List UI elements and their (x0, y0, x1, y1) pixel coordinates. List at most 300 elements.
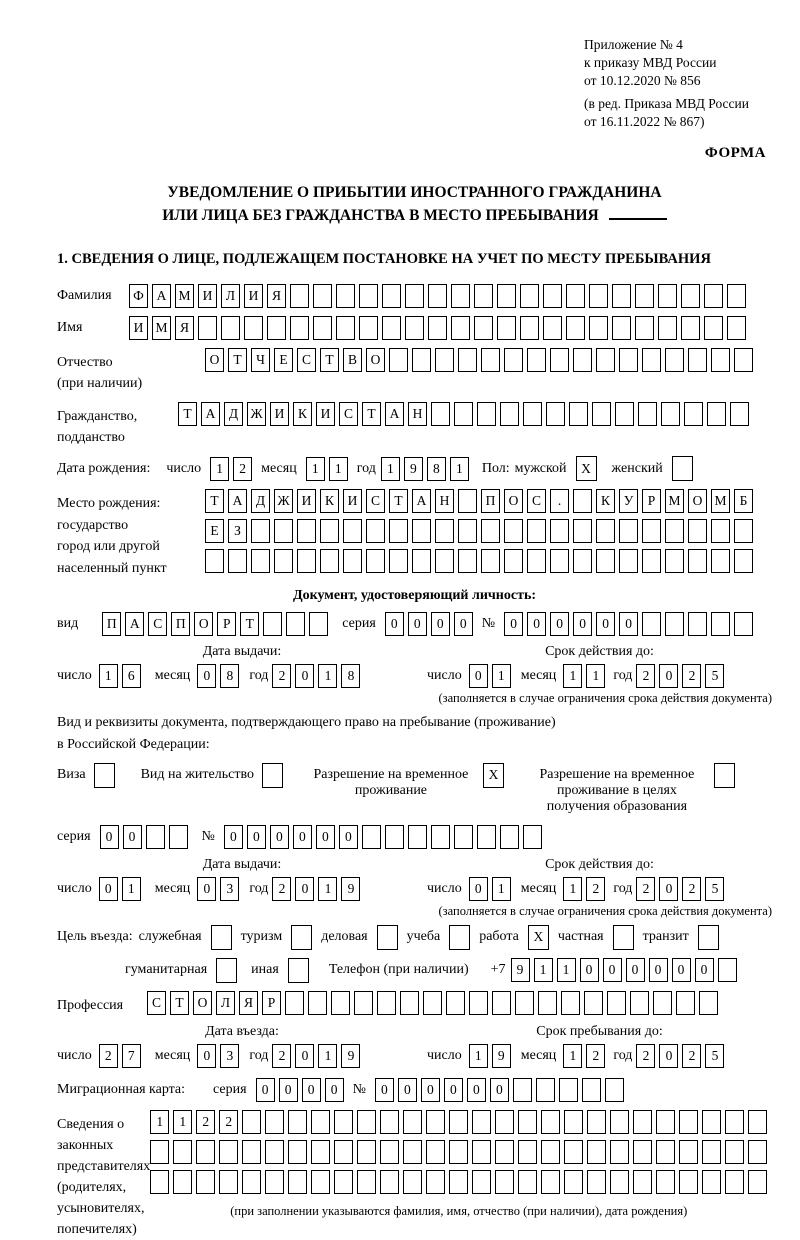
char-cell[interactable] (633, 1110, 652, 1134)
char-cell[interactable] (564, 1140, 583, 1164)
char-cell[interactable] (635, 316, 654, 340)
char-cell[interactable]: 0 (293, 825, 312, 849)
char-cell[interactable] (380, 1110, 399, 1134)
char-cell[interactable]: 2 (636, 877, 655, 901)
char-cell[interactable] (198, 316, 217, 340)
char-cell[interactable] (265, 1170, 284, 1194)
char-cell[interactable]: 0 (659, 1044, 678, 1068)
char-cell[interactable]: 0 (421, 1078, 440, 1102)
char-cell[interactable] (725, 1170, 744, 1194)
char-cell[interactable]: Р (262, 991, 281, 1015)
char-cell[interactable]: П (171, 612, 190, 636)
char-cell[interactable]: Я (267, 284, 286, 308)
char-cell[interactable]: 2 (272, 877, 291, 901)
char-cell[interactable] (290, 284, 309, 308)
char-cell[interactable] (495, 1170, 514, 1194)
char-cell[interactable] (451, 316, 470, 340)
char-cell[interactable] (550, 519, 569, 543)
char-cell[interactable] (543, 316, 562, 340)
char-cell[interactable]: 9 (511, 958, 530, 982)
char-cell[interactable] (403, 1140, 422, 1164)
char-cell[interactable] (412, 549, 431, 573)
char-cell[interactable]: А (228, 489, 247, 513)
char-cell[interactable] (679, 1170, 698, 1194)
char-cell[interactable] (354, 991, 373, 1015)
char-cell[interactable] (400, 991, 419, 1015)
char-cell[interactable] (288, 1140, 307, 1164)
char-cell[interactable] (242, 1110, 261, 1134)
char-cell[interactable] (290, 316, 309, 340)
char-cell[interactable]: К (320, 489, 339, 513)
char-cell[interactable]: И (129, 316, 148, 340)
char-cell[interactable] (546, 402, 565, 426)
char-cell[interactable]: 0 (672, 958, 691, 982)
char-cell[interactable] (615, 402, 634, 426)
char-cell[interactable]: 2 (233, 457, 252, 481)
char-cell[interactable]: И (244, 284, 263, 308)
char-cell[interactable]: 2 (99, 1044, 118, 1068)
char-cell[interactable] (658, 316, 677, 340)
char-cell[interactable]: 5 (705, 664, 724, 688)
char-cell[interactable] (403, 1110, 422, 1134)
char-cell[interactable] (704, 316, 723, 340)
char-cell[interactable] (449, 1170, 468, 1194)
char-cell[interactable] (382, 316, 401, 340)
char-cell[interactable] (596, 348, 615, 372)
char-cell[interactable]: К (293, 402, 312, 426)
char-cell[interactable] (334, 1110, 353, 1134)
char-cell[interactable]: О (205, 348, 224, 372)
char-cell[interactable] (472, 1140, 491, 1164)
char-cell[interactable] (458, 549, 477, 573)
char-cell[interactable] (635, 284, 654, 308)
char-cell[interactable]: 8 (220, 664, 239, 688)
char-cell[interactable] (676, 991, 695, 1015)
char-cell[interactable] (309, 612, 328, 636)
char-cell[interactable] (665, 612, 684, 636)
purpose-other-checkbox[interactable] (288, 958, 309, 983)
char-cell[interactable]: 0 (573, 612, 592, 636)
char-cell[interactable] (377, 991, 396, 1015)
char-cell[interactable]: Я (175, 316, 194, 340)
char-cell[interactable]: 0 (295, 664, 314, 688)
char-cell[interactable]: 0 (527, 612, 546, 636)
char-cell[interactable]: 0 (469, 664, 488, 688)
char-cell[interactable] (228, 549, 247, 573)
char-cell[interactable] (343, 519, 362, 543)
char-cell[interactable] (288, 1110, 307, 1134)
char-cell[interactable] (385, 825, 404, 849)
char-cell[interactable] (263, 612, 282, 636)
char-cell[interactable]: Т (178, 402, 197, 426)
char-cell[interactable] (596, 549, 615, 573)
char-cell[interactable] (536, 1078, 555, 1102)
char-cell[interactable] (359, 284, 378, 308)
char-cell[interactable] (288, 1170, 307, 1194)
char-cell[interactable] (481, 519, 500, 543)
char-cell[interactable]: 2 (586, 1044, 605, 1068)
char-cell[interactable]: Д (224, 402, 243, 426)
char-cell[interactable] (711, 612, 730, 636)
char-cell[interactable] (244, 316, 263, 340)
char-cell[interactable] (656, 1110, 675, 1134)
char-cell[interactable]: 9 (492, 1044, 511, 1068)
char-cell[interactable]: М (665, 489, 684, 513)
char-cell[interactable]: О (504, 489, 523, 513)
char-cell[interactable] (497, 316, 516, 340)
char-cell[interactable] (454, 402, 473, 426)
char-cell[interactable]: 5 (705, 877, 724, 901)
char-cell[interactable]: 8 (427, 457, 446, 481)
char-cell[interactable]: 1 (534, 958, 553, 982)
char-cell[interactable]: З (228, 519, 247, 543)
char-cell[interactable]: 0 (279, 1078, 298, 1102)
temp-residence-education-checkbox[interactable] (714, 763, 735, 788)
char-cell[interactable]: 0 (295, 877, 314, 901)
char-cell[interactable]: 0 (100, 825, 119, 849)
char-cell[interactable] (435, 549, 454, 573)
char-cell[interactable] (688, 612, 707, 636)
char-cell[interactable] (642, 612, 661, 636)
char-cell[interactable] (727, 316, 746, 340)
char-cell[interactable]: Е (205, 519, 224, 543)
char-cell[interactable]: 9 (404, 457, 423, 481)
char-cell[interactable] (587, 1110, 606, 1134)
char-cell[interactable] (481, 549, 500, 573)
char-cell[interactable] (518, 1140, 537, 1164)
char-cell[interactable] (205, 549, 224, 573)
char-cell[interactable] (265, 1140, 284, 1164)
char-cell[interactable] (681, 316, 700, 340)
char-cell[interactable]: 0 (295, 1044, 314, 1068)
char-cell[interactable] (610, 1140, 629, 1164)
char-cell[interactable] (150, 1140, 169, 1164)
char-cell[interactable]: И (343, 489, 362, 513)
char-cell[interactable]: 1 (492, 877, 511, 901)
char-cell[interactable] (589, 284, 608, 308)
char-cell[interactable] (311, 1170, 330, 1194)
char-cell[interactable]: 0 (504, 612, 523, 636)
char-cell[interactable]: 0 (659, 877, 678, 901)
char-cell[interactable] (412, 519, 431, 543)
char-cell[interactable] (474, 316, 493, 340)
char-cell[interactable] (423, 991, 442, 1015)
char-cell[interactable] (497, 284, 516, 308)
char-cell[interactable] (638, 402, 657, 426)
char-cell[interactable] (543, 284, 562, 308)
char-cell[interactable]: 2 (272, 1044, 291, 1068)
char-cell[interactable] (500, 825, 519, 849)
char-cell[interactable] (504, 348, 523, 372)
char-cell[interactable]: С (527, 489, 546, 513)
char-cell[interactable]: Т (362, 402, 381, 426)
char-cell[interactable]: 0 (467, 1078, 486, 1102)
char-cell[interactable]: 1 (318, 1044, 337, 1068)
char-cell[interactable] (408, 825, 427, 849)
char-cell[interactable] (336, 284, 355, 308)
char-cell[interactable] (642, 348, 661, 372)
char-cell[interactable]: А (152, 284, 171, 308)
char-cell[interactable] (550, 549, 569, 573)
char-cell[interactable] (403, 1170, 422, 1194)
char-cell[interactable] (704, 284, 723, 308)
char-cell[interactable] (527, 549, 546, 573)
male-checkbox[interactable]: X (576, 456, 597, 481)
char-cell[interactable]: И (270, 402, 289, 426)
char-cell[interactable] (454, 825, 473, 849)
char-cell[interactable] (251, 549, 270, 573)
char-cell[interactable]: 6 (122, 664, 141, 688)
char-cell[interactable]: Т (170, 991, 189, 1015)
char-cell[interactable]: 2 (586, 877, 605, 901)
char-cell[interactable]: 2 (682, 877, 701, 901)
char-cell[interactable] (734, 612, 753, 636)
char-cell[interactable]: П (102, 612, 121, 636)
char-cell[interactable] (711, 519, 730, 543)
char-cell[interactable] (405, 284, 424, 308)
char-cell[interactable] (518, 1170, 537, 1194)
char-cell[interactable] (541, 1140, 560, 1164)
char-cell[interactable] (242, 1140, 261, 1164)
char-cell[interactable] (619, 348, 638, 372)
char-cell[interactable] (219, 1140, 238, 1164)
char-cell[interactable] (431, 825, 450, 849)
char-cell[interactable] (619, 519, 638, 543)
char-cell[interactable] (331, 991, 350, 1015)
char-cell[interactable] (500, 402, 519, 426)
char-cell[interactable] (474, 284, 493, 308)
char-cell[interactable]: 1 (563, 1044, 582, 1068)
char-cell[interactable] (656, 1170, 675, 1194)
char-cell[interactable]: 8 (341, 664, 360, 688)
char-cell[interactable] (520, 316, 539, 340)
char-cell[interactable] (451, 284, 470, 308)
char-cell[interactable] (357, 1140, 376, 1164)
char-cell[interactable]: 0 (247, 825, 266, 849)
char-cell[interactable] (592, 402, 611, 426)
char-cell[interactable] (504, 519, 523, 543)
char-cell[interactable]: А (385, 402, 404, 426)
char-cell[interactable] (336, 316, 355, 340)
char-cell[interactable] (495, 1140, 514, 1164)
char-cell[interactable] (472, 1110, 491, 1134)
char-cell[interactable]: А (412, 489, 431, 513)
char-cell[interactable]: К (596, 489, 615, 513)
char-cell[interactable] (515, 991, 534, 1015)
purpose-transit-checkbox[interactable] (698, 925, 719, 950)
char-cell[interactable]: Т (228, 348, 247, 372)
char-cell[interactable]: Л (216, 991, 235, 1015)
char-cell[interactable]: Н (408, 402, 427, 426)
char-cell[interactable]: 1 (586, 664, 605, 688)
char-cell[interactable] (566, 316, 585, 340)
char-cell[interactable] (711, 549, 730, 573)
char-cell[interactable] (495, 1110, 514, 1134)
char-cell[interactable] (573, 549, 592, 573)
char-cell[interactable]: 0 (99, 877, 118, 901)
char-cell[interactable]: 1 (492, 664, 511, 688)
char-cell[interactable]: . (550, 489, 569, 513)
char-cell[interactable] (492, 991, 511, 1015)
char-cell[interactable]: 0 (659, 664, 678, 688)
char-cell[interactable]: 0 (469, 877, 488, 901)
char-cell[interactable]: 0 (256, 1078, 275, 1102)
char-cell[interactable] (707, 402, 726, 426)
char-cell[interactable] (665, 549, 684, 573)
char-cell[interactable]: А (201, 402, 220, 426)
char-cell[interactable]: Ж (274, 489, 293, 513)
char-cell[interactable]: 2 (219, 1110, 238, 1134)
char-cell[interactable] (573, 348, 592, 372)
char-cell[interactable] (146, 825, 165, 849)
char-cell[interactable] (513, 1078, 532, 1102)
char-cell[interactable] (389, 549, 408, 573)
char-cell[interactable]: Ф (129, 284, 148, 308)
char-cell[interactable] (472, 1170, 491, 1194)
char-cell[interactable] (389, 348, 408, 372)
char-cell[interactable]: 0 (270, 825, 289, 849)
purpose-private-checkbox[interactable] (613, 925, 634, 950)
char-cell[interactable]: 3 (220, 877, 239, 901)
char-cell[interactable]: 9 (341, 877, 360, 901)
char-cell[interactable] (357, 1170, 376, 1194)
char-cell[interactable] (518, 1110, 537, 1134)
char-cell[interactable]: 1 (99, 664, 118, 688)
char-cell[interactable] (559, 1078, 578, 1102)
char-cell[interactable]: С (366, 489, 385, 513)
char-cell[interactable] (481, 348, 500, 372)
char-cell[interactable] (426, 1110, 445, 1134)
char-cell[interactable] (382, 284, 401, 308)
char-cell[interactable]: 0 (444, 1078, 463, 1102)
char-cell[interactable] (366, 549, 385, 573)
char-cell[interactable] (688, 348, 707, 372)
char-cell[interactable] (566, 284, 585, 308)
char-cell[interactable] (561, 991, 580, 1015)
char-cell[interactable] (679, 1110, 698, 1134)
char-cell[interactable]: Ч (251, 348, 270, 372)
char-cell[interactable] (320, 519, 339, 543)
char-cell[interactable] (242, 1170, 261, 1194)
char-cell[interactable] (725, 1140, 744, 1164)
char-cell[interactable]: 0 (695, 958, 714, 982)
char-cell[interactable] (504, 549, 523, 573)
char-cell[interactable] (285, 991, 304, 1015)
char-cell[interactable] (446, 991, 465, 1015)
char-cell[interactable]: Т (320, 348, 339, 372)
char-cell[interactable] (251, 519, 270, 543)
char-cell[interactable] (449, 1110, 468, 1134)
char-cell[interactable]: Ж (247, 402, 266, 426)
char-cell[interactable] (661, 402, 680, 426)
char-cell[interactable] (274, 549, 293, 573)
visa-checkbox[interactable] (94, 763, 115, 788)
char-cell[interactable] (642, 549, 661, 573)
char-cell[interactable]: 1 (563, 664, 582, 688)
char-cell[interactable]: Т (205, 489, 224, 513)
char-cell[interactable]: А (125, 612, 144, 636)
char-cell[interactable] (527, 519, 546, 543)
char-cell[interactable]: М (711, 489, 730, 513)
char-cell[interactable] (523, 402, 542, 426)
char-cell[interactable] (734, 519, 753, 543)
char-cell[interactable] (334, 1170, 353, 1194)
char-cell[interactable] (449, 1140, 468, 1164)
char-cell[interactable]: 1 (210, 457, 229, 481)
char-cell[interactable] (573, 519, 592, 543)
char-cell[interactable] (596, 519, 615, 543)
char-cell[interactable]: 1 (318, 877, 337, 901)
char-cell[interactable] (564, 1110, 583, 1134)
char-cell[interactable] (681, 284, 700, 308)
char-cell[interactable] (173, 1170, 192, 1194)
char-cell[interactable]: Р (642, 489, 661, 513)
char-cell[interactable]: 5 (705, 1044, 724, 1068)
char-cell[interactable] (274, 519, 293, 543)
char-cell[interactable] (589, 316, 608, 340)
char-cell[interactable] (587, 1170, 606, 1194)
char-cell[interactable]: И (198, 284, 217, 308)
char-cell[interactable]: 0 (619, 612, 638, 636)
char-cell[interactable]: 0 (431, 612, 450, 636)
char-cell[interactable]: 0 (123, 825, 142, 849)
purpose-business-checkbox[interactable] (377, 925, 398, 950)
char-cell[interactable]: 0 (454, 612, 473, 636)
purpose-tourism-checkbox[interactable] (291, 925, 312, 950)
char-cell[interactable] (412, 348, 431, 372)
char-cell[interactable]: 0 (325, 1078, 344, 1102)
char-cell[interactable] (297, 549, 316, 573)
char-cell[interactable]: 2 (272, 664, 291, 688)
char-cell[interactable]: 0 (550, 612, 569, 636)
purpose-humanitarian-checkbox[interactable] (216, 958, 237, 983)
char-cell[interactable]: О (193, 991, 212, 1015)
char-cell[interactable] (679, 1140, 698, 1164)
char-cell[interactable]: И (297, 489, 316, 513)
char-cell[interactable] (564, 1170, 583, 1194)
char-cell[interactable] (313, 316, 332, 340)
char-cell[interactable]: 0 (596, 612, 615, 636)
char-cell[interactable]: 0 (197, 877, 216, 901)
char-cell[interactable] (541, 1170, 560, 1194)
char-cell[interactable]: С (339, 402, 358, 426)
char-cell[interactable] (362, 825, 381, 849)
char-cell[interactable] (313, 284, 332, 308)
char-cell[interactable] (688, 549, 707, 573)
purpose-official-checkbox[interactable] (211, 925, 232, 950)
char-cell[interactable] (633, 1140, 652, 1164)
char-cell[interactable] (458, 348, 477, 372)
char-cell[interactable]: М (152, 316, 171, 340)
char-cell[interactable] (196, 1140, 215, 1164)
char-cell[interactable]: С (147, 991, 166, 1015)
char-cell[interactable] (523, 825, 542, 849)
char-cell[interactable]: 0 (316, 825, 335, 849)
char-cell[interactable] (587, 1140, 606, 1164)
char-cell[interactable] (573, 489, 592, 513)
char-cell[interactable] (711, 348, 730, 372)
char-cell[interactable]: 0 (490, 1078, 509, 1102)
char-cell[interactable] (286, 612, 305, 636)
char-cell[interactable]: Т (240, 612, 259, 636)
char-cell[interactable] (610, 1170, 629, 1194)
char-cell[interactable] (702, 1110, 721, 1134)
char-cell[interactable] (607, 991, 626, 1015)
char-cell[interactable] (435, 348, 454, 372)
char-cell[interactable]: 0 (224, 825, 243, 849)
char-cell[interactable] (520, 284, 539, 308)
char-cell[interactable]: 2 (682, 664, 701, 688)
